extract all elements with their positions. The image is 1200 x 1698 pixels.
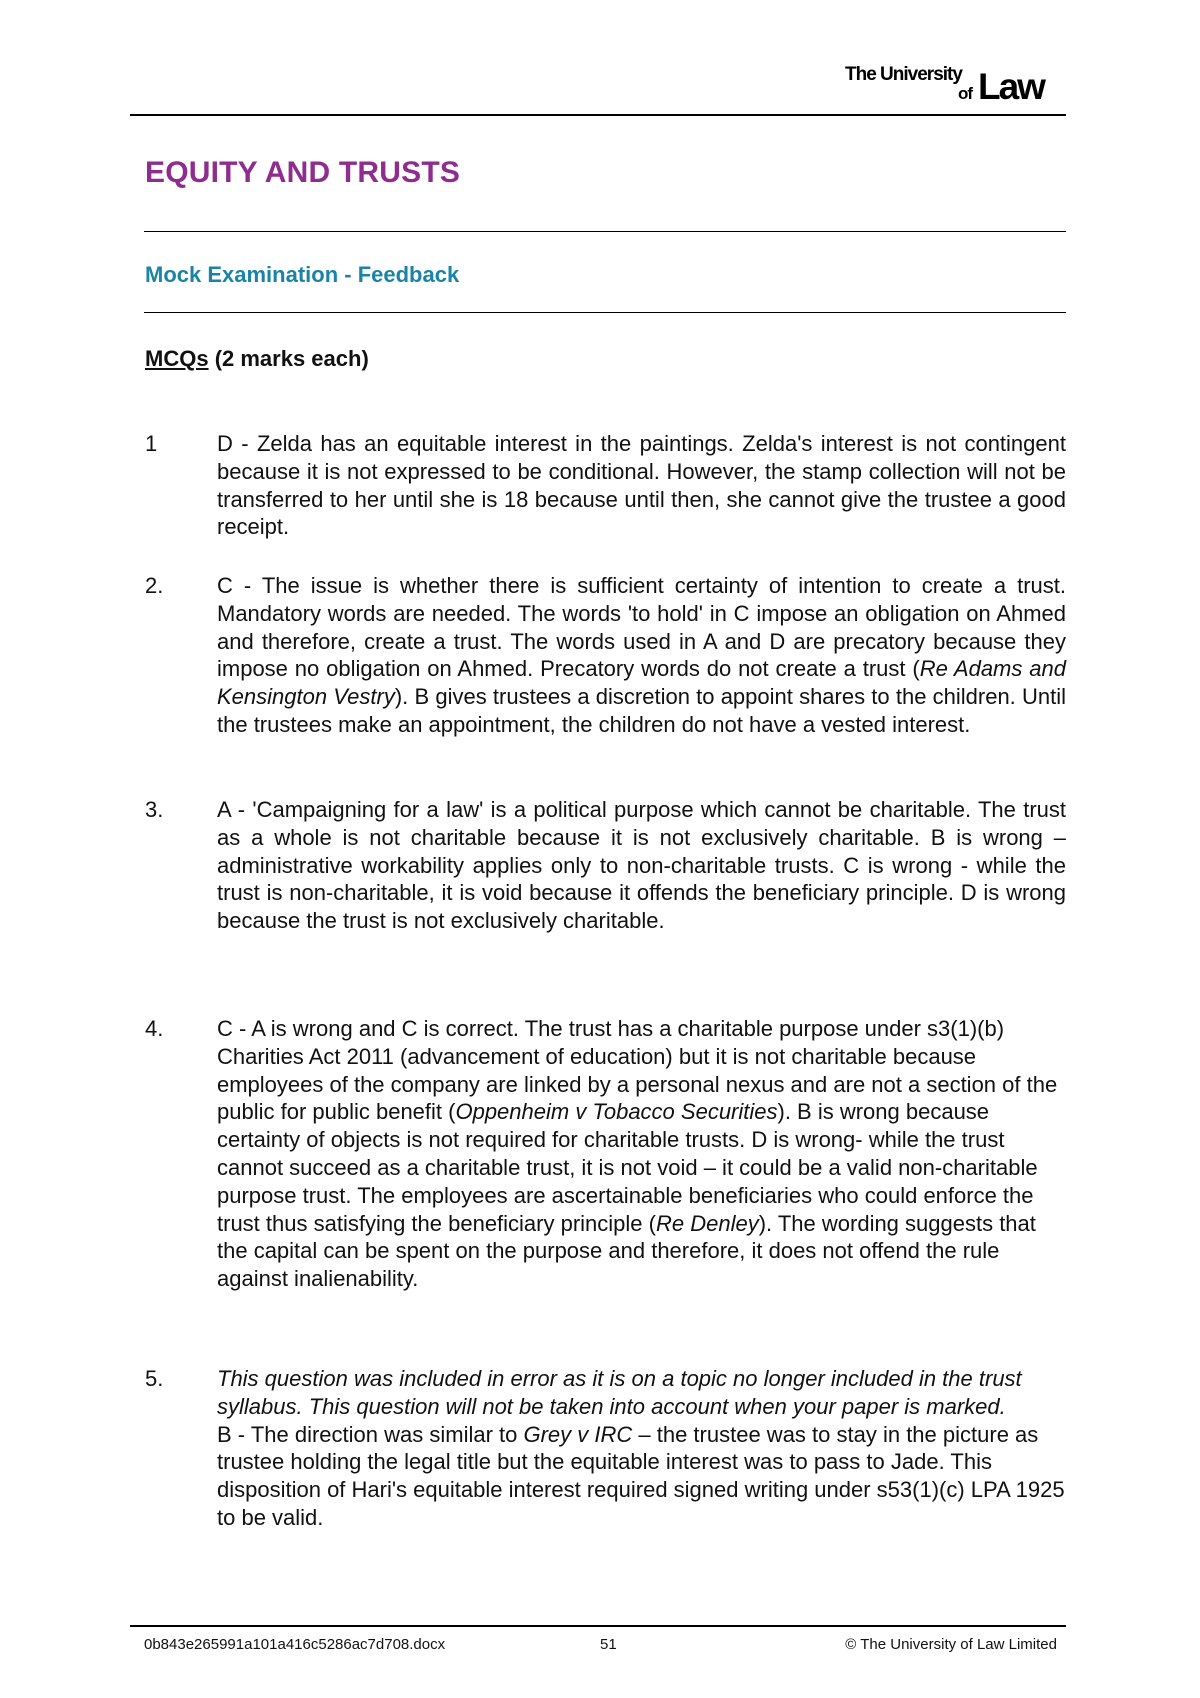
answer-text: ). B gives trustees a discretion to appoint shares to the children. Until the trustees make an appointment, the children do not have a vested interest. bbox=[217, 684, 1067, 737]
footer-page-number: 51 bbox=[600, 1636, 617, 1653]
subtitle-divider bbox=[144, 312, 1066, 313]
case-citation: Grey v IRC bbox=[523, 1421, 633, 1447]
section-marks: (2 marks each) bbox=[214, 346, 369, 371]
question-answer bbox=[217, 572, 1066, 739]
question-number: 4. bbox=[145, 1016, 164, 1041]
error-note: This question was included in error as it is on a topic no longer included in the trust syllabus. This question will not be taken into account when your paper is marked. bbox=[217, 1366, 1022, 1419]
university-logo bbox=[845, 64, 1055, 106]
question-answer: D - Zelda has an equitable interest in the paintings. Zelda's interest is not contingent because it is not expressed to be conditional. However, the stamp collection will not be transferred to her until she is 18 because until then, she cannot give the trustee a good receipt. bbox=[217, 431, 1066, 540]
case-citation: Re Adams and Kensington Vestry bbox=[217, 656, 1066, 710]
document-title: EQUITY AND TRUSTS bbox=[145, 156, 461, 189]
case-citation: Re Denley bbox=[655, 1210, 759, 1236]
footer-copyright: © The University of Law Limited bbox=[845, 1636, 1057, 1653]
answer-text: – the trustee was to stay in the picture as trustee holding the legal title but the equitable interest was to pass to Jade. This disposition of Hari's equitable interest required signed writing under s53(1)(c) LPA 1925 to be valid. bbox=[217, 1421, 1065, 1530]
answer-text: C - The issue is whether there is sufficient certainty of intention to create a trust. Mandatory words are needed. The words 'to hold' in C impose an obligation on Ahmed and therefore, create a trust. The words used in A and D are precatory because they impose no obligation on Ahmed. Precatory words do not create a trust ( bbox=[217, 573, 1066, 682]
question-answer bbox=[217, 1015, 1066, 1293]
question-answer bbox=[217, 1365, 1066, 1532]
question-number: 1 bbox=[145, 431, 158, 456]
case-citation: Oppenheim v Tobacco Securities bbox=[455, 1099, 778, 1125]
answer-text: B - The direction was similar to bbox=[217, 1421, 524, 1447]
question-number: 3. bbox=[145, 797, 164, 822]
section-label: MCQs bbox=[145, 346, 209, 371]
logo-the-university: The University bbox=[845, 64, 962, 85]
document-subtitle: Mock Examination - Feedback bbox=[145, 262, 460, 287]
question-number: 5. bbox=[145, 1366, 164, 1391]
answer-text: ). B is wrong because certainty of objects is not required for charitable trusts. D is wrong- while the trust cannot succeed as a charitable trust, it is not void – it could be a valid non-charitable purpose trust. The employees are ascertainable beneficiaries who could enforce the trust thus satisfying the beneficiary principle ( bbox=[217, 1099, 1038, 1236]
answer-text: ). The wording suggests that the capital can be spent on the purpose and therefore, it does not offend the rule against inalienability. bbox=[217, 1210, 1036, 1292]
footer-rule bbox=[130, 1625, 1066, 1627]
header-rule bbox=[130, 114, 1066, 116]
logo-of: of bbox=[958, 84, 973, 103]
section-heading bbox=[145, 346, 369, 372]
footer-filename: 0b843e265991a101a416c5286ac7d708.docx bbox=[144, 1636, 446, 1653]
question-number: 2. bbox=[145, 573, 164, 598]
title-divider bbox=[144, 231, 1066, 232]
answer-text: C - A is wrong and C is correct. The trust has a charitable purpose under s3(1)(b) Charities Act 2011 (advancement of education) but it is not charitable because employees of the company are linked by a personal nexus and are not a section of the public for public benefit ( bbox=[217, 1016, 1058, 1125]
question-answer: A - 'Campaigning for a law' is a political purpose which cannot be charitable. The trust as a whole is not charitable because it is not exclusively charitable. B is wrong – administrative workability applies only to non-charitable trusts. C is wrong - while the trust is non-charitable, it is void because it offends the beneficiary principle. D is wrong because the trust is not exclusively charitable. bbox=[217, 797, 1066, 934]
logo-law: Law bbox=[978, 66, 1044, 107]
